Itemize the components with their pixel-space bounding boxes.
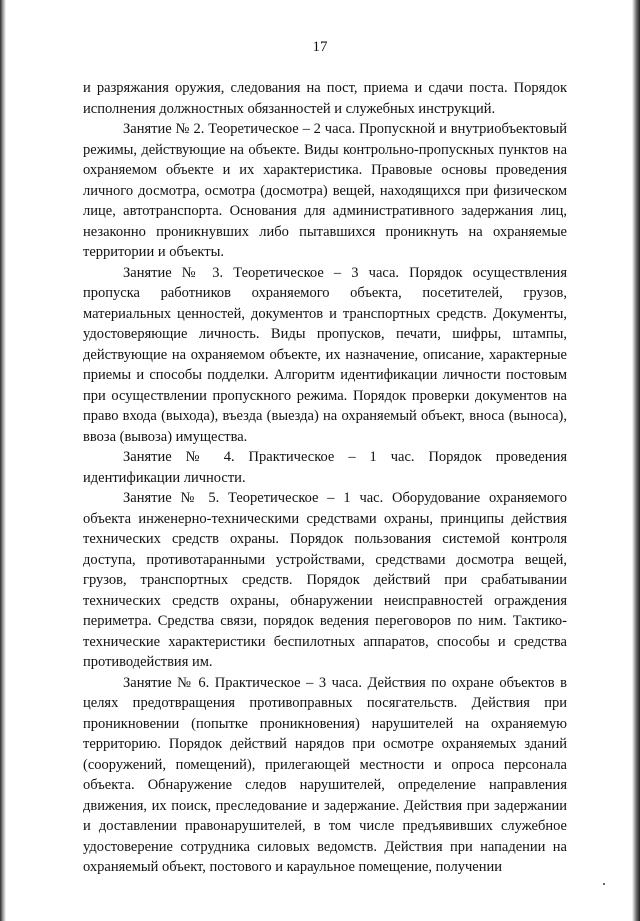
scan-speck [603,883,605,885]
paragraph-continuation: и разряжания оружия, следования на пост, приема и сдачи поста. Порядок исполнения должностных обязанностей и служебных инструкций. [83,80,567,117]
paragraph-lesson-3: Занятие № 3. Теоретическое – 3 часа. Порядок осуществления пропуска работников охраняемого объекта, посетителей, грузов, материальных ценностей, документов и транспортных средств. Документы, удостоверяющие личность. Виды пропусков, печати, шифры, штампы, действующие на охраняемом объекте, их назначение, описание, характерные приемы и способы подделки. Алгоритм идентификации личности постовым при осуществлении пропускного режима. Порядок проверки документов на право входа (выхода), въезда (выезда) на охраняемый объект, вноса (выноса), ввоза (вывоза) имущества. [83,264,567,445]
paragraph-lesson-2: Занятие № 2. Теоретическое – 2 часа. Пропускной и внутриобъектовый режимы, действующие на объекте. Виды контрольно-пропускных пунктов на охраняемом объекте и их характеристика. Правовые основы проведения личного досмотра, осмотра (досмотра) вещей, находящихся при физическом лице, автотранспорта. Основания для административного задержания лиц, незаконно проникнувших либо пытавшихся проникнуть на охраняемые территории и объекты. [83,121,567,260]
paragraph-lesson-4: Занятие № 4. Практическое – 1 час. Порядок проведения идентификации личности. [83,449,567,486]
page-number: 17 [312,39,328,55]
paragraph-lesson-5: Занятие № 5. Теоретическое – 1 час. Оборудование охраняемого объекта инженерно-техническими средствами охраны, принципы действия технических средств охраны. Порядок пользования системой контроля доступа, противотаранными устройствами, средствами досмотра вещей, грузов, транспортных средств. Порядок действий при срабатывании технических средств охраны, обнаружении неисправностей ограждения периметра. Средства связи, порядок ведения переговоров по ним. Тактико-технические характеристики беспилотных аппаратов, способы и средства противодействия им. [83,490,567,670]
paragraph-lesson-6: Занятие № 6. Практическое – 3 часа. Действия по охране объектов в целях предотвращения противоправных посягательств. Действия при проникновении (попытке проникновения) нарушителей на охраняемую территорию. Порядок действий нарядов при осмотре охраняемых зданий (сооружений, помещений), прилегающей местности и опроса персонала объекта. Обнаружение следов нарушителей, определение направления движения, их поиск, преследование и задержание. Действия при задержании и доставлении правонарушителей, в том числе предъявивших служебное удостоверение сотрудника силовых ведомств. Действия при нападении на охраняемый объект, постового и караульное помещение, получении [83,674,567,875]
document-body [83,78,567,878]
scan-left-edge-shadow [0,0,6,921]
scan-right-edge-shadow [632,0,640,921]
